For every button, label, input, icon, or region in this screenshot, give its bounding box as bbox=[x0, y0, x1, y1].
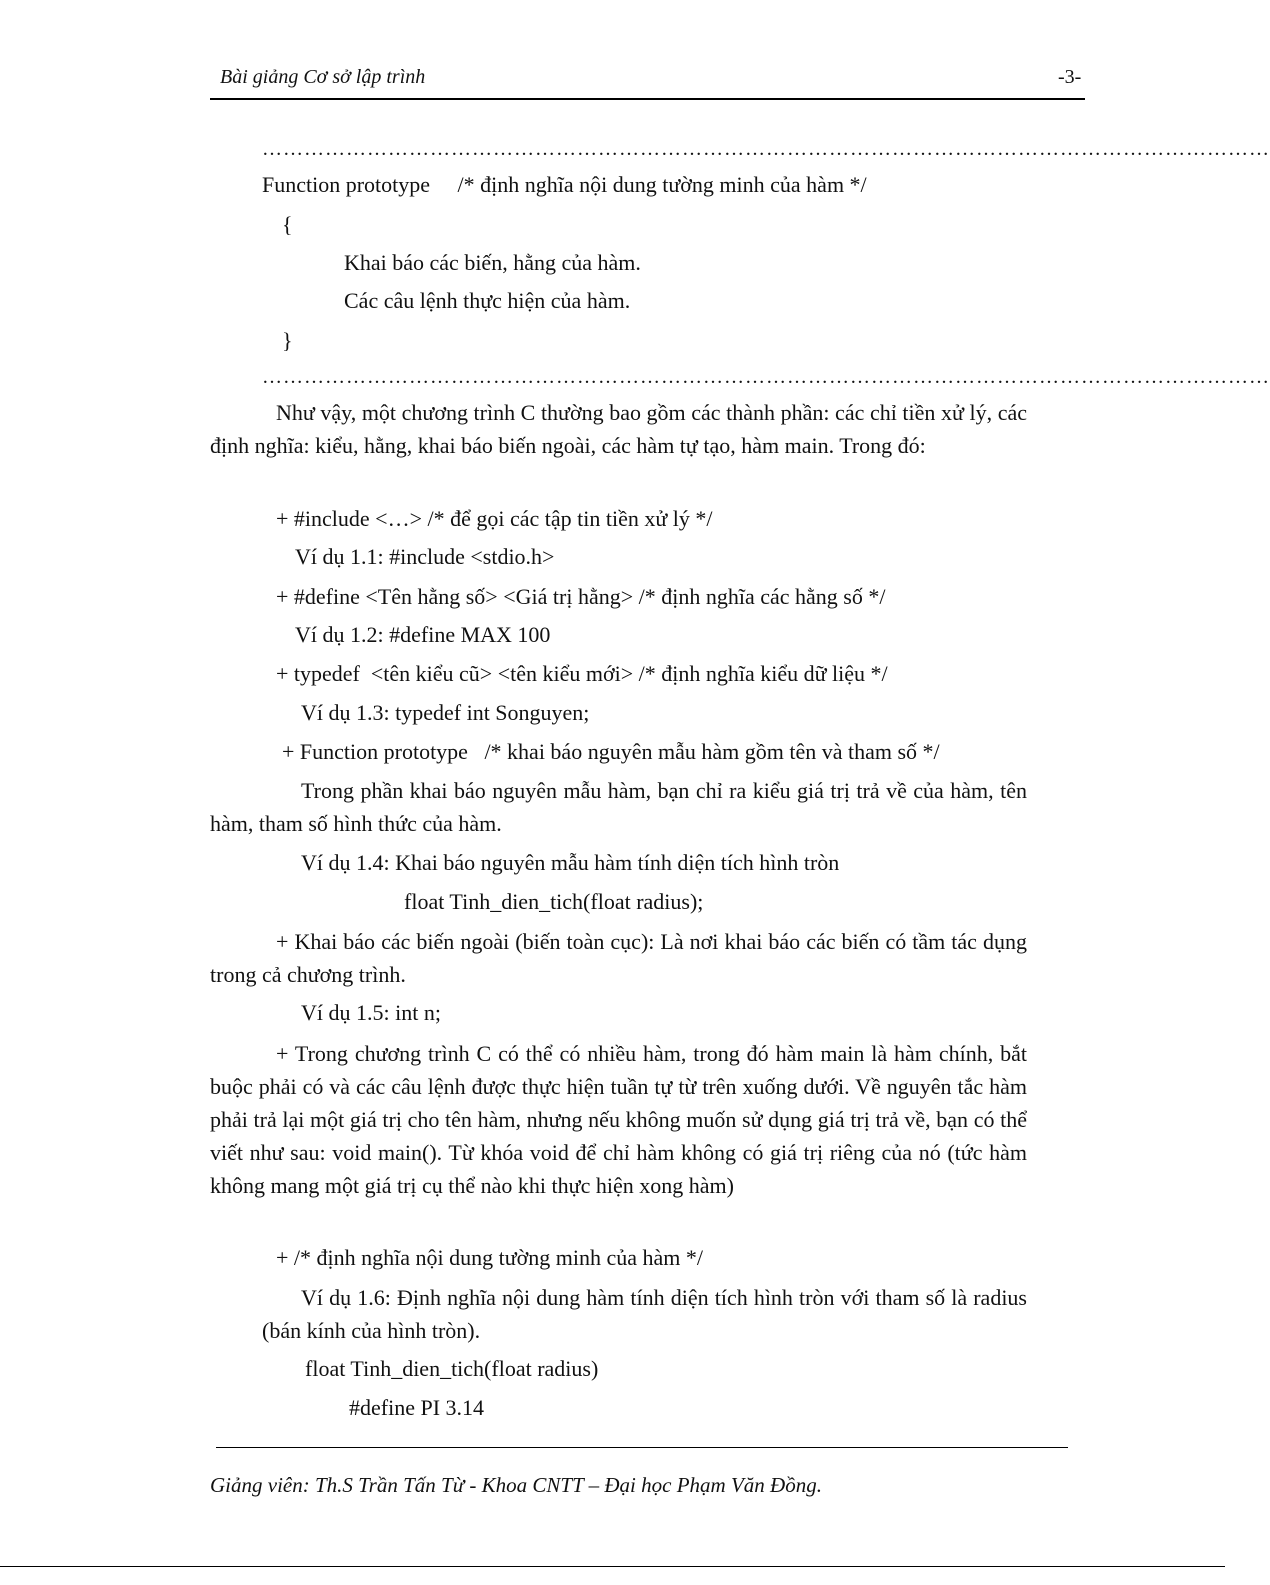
paragraph-prototype-description: Trong phần khai báo nguyên mẫu hàm, bạn chỉ ra kiểu giá trị trả về của hàm, tên hàm, tham số hình thức của hàm. bbox=[210, 778, 1027, 836]
list-item-main: + Trong chương trình C có thể có nhiều hàm, trong đó hàm main là hàm chính, bắt buộc phải có và các câu lệnh được thực hiện tuần tự từ trên xuống dưới. Về nguyên tắc hàm phải trả lại một giá trị cho tên hàm, nhưng nếu không muốn sử dụng giá trị trả về, bạn có thể viết như sau: void main(). Từ khóa void để chỉ hàm không có giá trị riêng của nó (tức hàm không mang một giá trị cụ thể nào khi thực hiện xong hàm) bbox=[210, 1041, 1027, 1198]
list-item-typedef: + typedef <tên kiểu cũ> <tên kiểu mới> /* định nghĩa kiểu dữ liệu */ bbox=[276, 661, 888, 686]
dotted-separator-top: ……………………………………………………………………………………………………………………………… bbox=[262, 138, 1270, 160]
page-number: -3- bbox=[1058, 66, 1082, 88]
example-1-4: Ví dụ 1.4: Khai báo nguyên mẫu hàm tính diện tích hình tròn bbox=[301, 850, 840, 875]
example-1-6-code-signature: float Tinh_dien_tich(float radius) bbox=[305, 1356, 599, 1381]
example-1-5: Ví dụ 1.5: int n; bbox=[301, 1000, 441, 1025]
example-1-1: Ví dụ 1.1: #include <stdio.h> bbox=[295, 544, 555, 569]
list-item-define: + #define <Tên hằng số> <Giá trị hằng> /* định nghĩa các hằng số */ bbox=[276, 584, 886, 609]
example-1-6-code-define: #define PI 3.14 bbox=[349, 1395, 485, 1420]
example-1-2: Ví dụ 1.2: #define MAX 100 bbox=[295, 622, 551, 647]
example-1-3: Ví dụ 1.3: typedef int Songuyen; bbox=[301, 700, 590, 725]
code-line-statements: Các câu lệnh thực hiện của hàm. bbox=[344, 288, 631, 313]
header-title: Bài giảng Cơ sở lập trình bbox=[220, 66, 426, 88]
paragraph-summary: Như vậy, một chương trình C thường bao gồm các thành phần: các chỉ tiền xử lý, các định nghĩa: kiểu, hằng, khai báo biến ngoài, các hàm tự tạo, hàm main. Trong đó: bbox=[210, 400, 1027, 458]
code-open-brace: { bbox=[282, 212, 293, 237]
code-prototype-line: Function prototype /* định nghĩa nội dung tường minh của hàm */ bbox=[262, 172, 867, 197]
example-1-4-code: float Tinh_dien_tich(float radius); bbox=[404, 889, 704, 914]
list-item-globals: + Khai báo các biến ngoài (biến toàn cục): Là nơi khai báo các biến có tầm tác dụng trong cả chương trình. bbox=[210, 929, 1027, 987]
code-close-brace: } bbox=[282, 328, 293, 353]
dotted-separator-bottom: ……………………………………………………………………………………………………………………………… bbox=[262, 366, 1270, 388]
list-item-prototype: + Function prototype /* khai báo nguyên mẫu hàm gồm tên và tham số */ bbox=[282, 739, 940, 764]
footer-text: Giảng viên: Th.S Trần Tấn Từ - Khoa CNTT – Đại học Phạm Văn Đồng. bbox=[210, 1473, 822, 1497]
header-rule bbox=[210, 98, 1085, 100]
page-bottom-edge bbox=[0, 1566, 1225, 1567]
footer-rule bbox=[216, 1447, 1068, 1448]
example-1-6: Ví dụ 1.6: Định nghĩa nội dung hàm tính diện tích hình tròn với tham số là radius (bán kính của hình tròn). bbox=[262, 1285, 1027, 1343]
list-item-definition: + /* định nghĩa nội dung tường minh của hàm */ bbox=[276, 1245, 704, 1270]
list-item-include: + #include <…> /* để gọi các tập tin tiền xử lý */ bbox=[276, 506, 713, 531]
code-line-declarations: Khai báo các biến, hằng của hàm. bbox=[344, 250, 641, 275]
